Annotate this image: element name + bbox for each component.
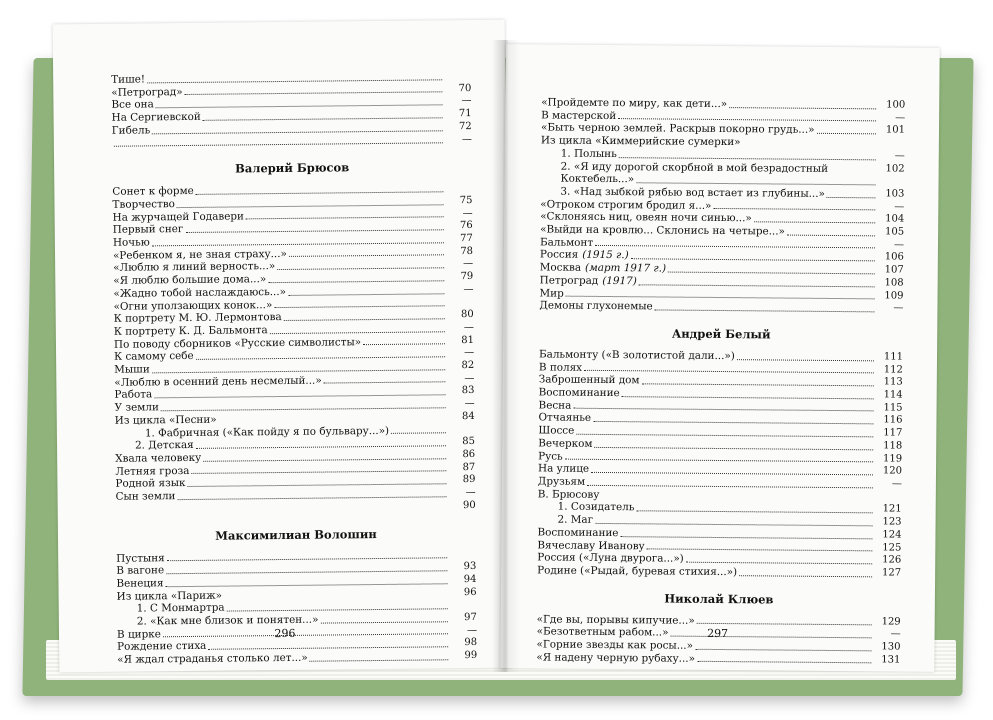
toc-page-number: 123 <box>882 516 902 528</box>
toc-entry-title: По поводу сборников «Русские символисты» <box>113 335 362 351</box>
toc-page-number: 96 <box>463 586 477 598</box>
toc-page-number: 99 <box>464 650 478 662</box>
toc-entry-title: Россия («Луна двурога...») <box>537 551 684 565</box>
dot-leader <box>695 649 872 652</box>
page-number-left: 296 <box>274 626 296 641</box>
dot-leader <box>622 396 874 399</box>
toc-page-number: — <box>466 624 478 636</box>
dot-leader <box>593 421 873 424</box>
dot-leader <box>737 359 874 361</box>
toc-entry-title: Заброшенный дом <box>538 373 640 387</box>
dot-leader <box>816 133 875 135</box>
dot-leader <box>787 234 875 236</box>
dot-leader <box>647 549 873 552</box>
dot-leader <box>196 445 446 449</box>
dot-leader <box>827 197 876 198</box>
dot-leader <box>713 208 875 210</box>
toc-page-number: 118 <box>883 440 903 452</box>
toc-entry-title: Друзьям <box>537 475 586 488</box>
toc-page-number: 131 <box>881 654 901 666</box>
left-toc-column <box>111 70 477 667</box>
dot-leader <box>246 217 444 220</box>
toc-page-number: 71 <box>458 108 472 120</box>
toc-entry <box>536 651 900 667</box>
toc-entry-title: «Я надену черную рубаху...» <box>536 651 696 665</box>
toc-page-number: — <box>894 150 905 162</box>
dot-leader <box>188 483 447 487</box>
dot-leader <box>185 229 443 233</box>
toc-entry-title: «Я ждал страданья столько лет...» <box>117 651 308 666</box>
toc-entry-title: Гибель <box>111 124 151 137</box>
toc-page-number: 77 <box>460 233 473 245</box>
toc-entry-title: «Безответным рабом...» <box>536 625 669 639</box>
toc-page-number: 80 <box>460 309 474 321</box>
toc-page-number: 75 <box>459 194 473 207</box>
toc-page-number: 113 <box>883 376 903 388</box>
toc-entry-title: Родной язык <box>115 477 186 491</box>
toc-entry-title: Россия <box>539 248 579 262</box>
toc-entry-title: «Отроком строгим бродил я...» <box>540 198 712 212</box>
toc-page-number: 121 <box>882 503 902 515</box>
dot-leader <box>114 143 443 147</box>
dot-leader <box>196 191 444 195</box>
toc-entry-title: Из цикла «Киммерийские сумерки» <box>540 134 741 149</box>
toc-page-number: — <box>463 283 474 295</box>
toc-entry-title: У земли <box>114 401 159 414</box>
toc-entry-title: Тише! <box>111 73 146 86</box>
dot-leader <box>636 182 875 185</box>
toc-entry-title: «Пройдемте по миру, как дети...» <box>541 96 728 111</box>
toc-entry-title: 3. «Над зыбкой рябью вод встает из глубины...» <box>560 185 825 200</box>
dot-leader <box>191 471 446 475</box>
toc-page-number: 107 <box>884 264 904 276</box>
toc-entry-title: Коктебель...» <box>560 172 635 186</box>
toc-entry-title: «Люблю в осенний день несмелый...» <box>114 374 322 389</box>
dot-leader <box>619 157 876 160</box>
toc-page-number: — <box>891 478 902 490</box>
toc-entry-title: Творчество <box>112 198 175 211</box>
toc-entry-title: Отчаянье <box>538 411 592 425</box>
page-number-right: 297 <box>707 626 729 641</box>
toc-page-number: 127 <box>881 567 902 579</box>
dot-leader <box>642 383 874 386</box>
dot-leader <box>391 433 446 435</box>
dot-leader <box>185 92 443 96</box>
author-heading: Валерий Брюсов <box>235 160 350 176</box>
toc-entry-title: На Сергиевской <box>111 110 201 124</box>
toc-entry-title: «Быть черною землей. Раскрыв покорно грудь...» <box>540 121 815 137</box>
toc-page-number: 78 <box>460 245 474 257</box>
right-toc-column <box>536 96 905 667</box>
dot-leader <box>154 394 445 398</box>
dot-leader <box>595 523 872 526</box>
toc-entry-date: (1915 г.) <box>582 249 629 262</box>
toc-entry-title: «Петроград» <box>111 85 183 99</box>
dot-leader <box>587 485 873 488</box>
author-heading: Андрей Белый <box>671 326 771 342</box>
toc-page-number: — <box>465 487 476 499</box>
toc-entry-title: «Огни уползающих конок...» <box>113 298 273 313</box>
dot-leader <box>203 458 446 462</box>
dot-leader <box>584 370 874 374</box>
toc-entry-title: Из цикла «Песни» <box>114 413 217 427</box>
right-page <box>500 44 939 672</box>
toc-page-number: 120 <box>882 465 903 477</box>
toc-page-number: 117 <box>883 427 903 439</box>
toc-page-number: 125 <box>882 541 902 554</box>
toc-entry-title: Воспоминание <box>538 386 620 400</box>
toc-page-number: 76 <box>459 220 473 232</box>
toc-entry-title: В мастерской <box>541 109 617 122</box>
toc-entry-title: Петроград <box>539 274 599 287</box>
toc-page-number: 85 <box>462 436 476 448</box>
dot-leader <box>284 318 445 321</box>
toc-entry-title: В вагоне <box>116 564 165 577</box>
toc-page-number: 81 <box>461 334 475 346</box>
toc-entry <box>112 134 472 150</box>
toc-entry-title: На улице <box>537 462 590 476</box>
toc-entry <box>537 564 901 580</box>
toc-page-number: 109 <box>884 289 904 302</box>
toc-page-number: — <box>462 207 473 219</box>
toc-entry-title: Вячеславу Иванову <box>537 538 645 552</box>
toc-entry-title: «Люблю я линий верность...» <box>113 260 276 275</box>
dot-leader <box>224 597 448 599</box>
toc-page-number: 97 <box>464 611 477 624</box>
dot-leader <box>156 104 443 108</box>
dot-leader <box>754 221 875 223</box>
toc-page-number: 84 <box>461 410 475 422</box>
dot-leader <box>167 557 447 561</box>
toc-page-number: 90 <box>462 499 476 511</box>
dot-leader <box>743 146 876 147</box>
toc-entry-title: На журчащей Годавери <box>112 210 244 224</box>
dot-leader <box>324 382 446 384</box>
toc-entry-title: Воспоминание <box>537 526 619 539</box>
toc-entry-title: В. Брюсову <box>537 488 600 501</box>
dot-leader <box>566 296 875 300</box>
dot-leader <box>668 271 875 274</box>
toc-page-number: 86 <box>462 448 476 461</box>
dot-leader <box>310 659 449 661</box>
dot-leader <box>166 570 447 574</box>
toc-page-number: 114 <box>883 389 903 401</box>
author-heading: Максимилиан Волошин <box>215 526 377 543</box>
toc-page-number: 108 <box>884 277 904 289</box>
dot-leader <box>729 107 876 109</box>
toc-entry-title: Сын земли <box>115 490 176 503</box>
toc-entry-title: Рождение стиха <box>117 640 207 654</box>
dot-leader <box>274 306 444 309</box>
dot-leader <box>152 130 443 134</box>
toc-page-number: — <box>464 347 475 359</box>
toc-page-number: 79 <box>460 271 474 283</box>
toc-entry-title: Летняя гроза <box>115 464 190 478</box>
toc-page-number: 87 <box>462 461 476 473</box>
dot-leader <box>565 459 873 463</box>
toc-page-number: 129 <box>881 616 901 628</box>
toc-entry-date: (1917) <box>602 274 637 288</box>
toc-entry-title: 1. С Монмартра <box>136 601 225 615</box>
toc-entry-title: 2. «Я иду дорогой скорбной в мой безрадостный <box>560 160 829 175</box>
toc-page-number: 70 <box>458 82 472 94</box>
toc-page-number: 119 <box>882 453 903 465</box>
toc-page-number: 112 <box>883 364 903 376</box>
toc-entry-title: Из цикла «Париж» <box>116 589 223 603</box>
toc-page-number: 98 <box>464 637 478 649</box>
toc-entry-title: 1. Фабричная («Как пойду я по бульвару...») <box>144 424 390 440</box>
dot-leader <box>595 446 874 449</box>
toc-page-number: — <box>890 628 901 640</box>
dot-leader <box>118 510 447 513</box>
toc-page-number: — <box>894 201 905 213</box>
dot-leader <box>655 309 875 312</box>
dot-leader <box>636 510 872 513</box>
toc-page-number: — <box>893 239 905 251</box>
toc-entry-title: Сонет к форме <box>112 185 194 198</box>
dot-leader <box>601 498 872 500</box>
dot-leader <box>203 117 443 121</box>
toc-page-number: 100 <box>886 99 906 111</box>
toc-entry-title: 1. Полынь <box>560 147 617 160</box>
toc-entry-title: Шоссе <box>538 424 575 437</box>
toc-page-number: 82 <box>461 360 475 372</box>
dot-leader <box>686 562 872 565</box>
dot-leader <box>618 119 876 122</box>
dot-leader <box>196 356 445 360</box>
toc-page-number: 83 <box>461 385 475 397</box>
dot-leader <box>270 331 445 334</box>
toc-entry-title: «Склоняясь ниц, овеян ночи синью...» <box>540 210 752 225</box>
toc-page-number: 94 <box>463 573 477 586</box>
toc-entry-title: «Ребенком я, не зная страху...» <box>112 247 287 262</box>
toc-page-number: 105 <box>884 226 905 238</box>
toc-entry-title: Хвала человеку <box>115 451 202 465</box>
book-gutter <box>492 40 520 672</box>
dot-leader <box>166 583 448 587</box>
toc-entry-title: К самому себе <box>114 350 194 364</box>
dot-leader <box>268 280 444 283</box>
toc-entry-title: Мыши <box>114 363 150 376</box>
dot-leader <box>697 661 871 664</box>
toc-page-number: 101 <box>885 124 906 137</box>
dot-leader <box>219 421 446 423</box>
toc-entry-title: Работа <box>114 388 153 402</box>
toc-entry-title: В цирке <box>116 628 161 641</box>
toc-entry-title: Весна <box>538 399 572 412</box>
dot-leader <box>595 245 875 248</box>
toc-entry-title: Все она <box>111 98 154 112</box>
dot-leader <box>697 623 872 626</box>
dot-leader <box>152 242 444 246</box>
toc-page-number: — <box>461 133 472 145</box>
dot-leader <box>363 344 445 346</box>
toc-entry-title: Ночью <box>112 236 150 249</box>
dot-leader <box>573 408 873 412</box>
toc-entry <box>539 300 903 316</box>
toc-entry-title: Венеция <box>116 577 164 590</box>
toc-entry-title: 1. Созидатель <box>557 500 635 514</box>
toc-entry-title: 2. Детская <box>134 439 194 452</box>
dot-leader <box>631 258 875 261</box>
toc-entry-title: «Выйди на кровлю... Склонись на четыре...» <box>540 223 785 238</box>
toc-page-number: 104 <box>885 213 905 225</box>
toc-entry-title: Москва <box>539 261 582 274</box>
dot-leader <box>227 608 448 611</box>
dot-leader <box>177 204 444 208</box>
toc-entry <box>117 650 477 666</box>
toc-entry-title: Русь <box>538 449 563 463</box>
toc-entry-title: «Где вы, порывы кипучие...» <box>536 613 695 627</box>
dot-leader <box>208 646 448 650</box>
dot-leader <box>289 255 444 258</box>
toc-entry-title: Бальмонту («В золотистой дали...») <box>538 348 735 363</box>
toc-page-number: 130 <box>881 641 901 653</box>
toc-entry-title: Демоны глухонемые <box>539 299 653 313</box>
toc-page-number: — <box>895 112 906 124</box>
author-heading: Николай Клюев <box>664 591 774 607</box>
dot-leader <box>620 536 872 539</box>
toc-entry-title: Вечерком <box>538 437 593 450</box>
toc-entry-title: «Горние звезды как росы...» <box>536 638 694 652</box>
toc-entry-date: (март 1917 г.) <box>584 261 667 275</box>
toc-page-number: 124 <box>882 529 902 541</box>
dot-leader <box>576 434 873 438</box>
dot-leader <box>177 496 446 500</box>
toc-page-number: 126 <box>882 554 902 566</box>
dot-leader <box>288 293 444 296</box>
dot-leader <box>320 621 447 623</box>
toc-page-number: 102 <box>885 162 905 175</box>
toc-entry-title: Мир <box>539 286 564 300</box>
toc-page-number: 89 <box>462 474 476 486</box>
toc-page-number: — <box>461 95 472 107</box>
toc-entry-title: 2. Маг <box>557 513 594 526</box>
dot-leader <box>739 575 872 577</box>
toc-page-number: 93 <box>463 561 477 573</box>
toc-page-number: 106 <box>884 251 904 264</box>
toc-entry-title: Пустыня <box>116 551 165 565</box>
dot-leader <box>161 407 446 411</box>
dot-leader <box>591 472 873 475</box>
toc-page-number: — <box>464 372 475 384</box>
toc-page-number: — <box>463 258 474 270</box>
toc-page-number: 111 <box>883 351 904 363</box>
toc-entry-title: «Жадно тобой наслаждаюсь...» <box>113 285 287 300</box>
toc-entry-title: 2. «Как мне близок и понятен...» <box>136 613 319 628</box>
toc-page-number: — <box>464 398 475 410</box>
toc-entry-title: Родине («Рыдай, буревая стихия...») <box>537 564 738 579</box>
toc-page-number: 72 <box>458 120 472 132</box>
toc-page-number: — <box>893 302 904 314</box>
dot-leader <box>639 284 875 287</box>
toc-entry-title: Первый снег <box>112 223 184 237</box>
toc-page-number: — <box>463 321 474 334</box>
toc-page-number: 103 <box>885 188 905 200</box>
toc-entry-title: Бальмонт <box>539 236 594 249</box>
toc-entry-title: «Я люблю большие дома...» <box>113 273 267 287</box>
left-page <box>53 20 512 673</box>
toc-entry-title: К портрету К. Д. Бальмонта <box>113 324 268 338</box>
toc-page-number: 115 <box>883 402 903 414</box>
toc-entry-title: В полях <box>538 361 583 374</box>
toc-page-number: 116 <box>883 414 903 427</box>
toc-entry-title: К портрету М. Ю. Лермонтова <box>113 311 282 326</box>
dot-leader <box>277 267 444 270</box>
